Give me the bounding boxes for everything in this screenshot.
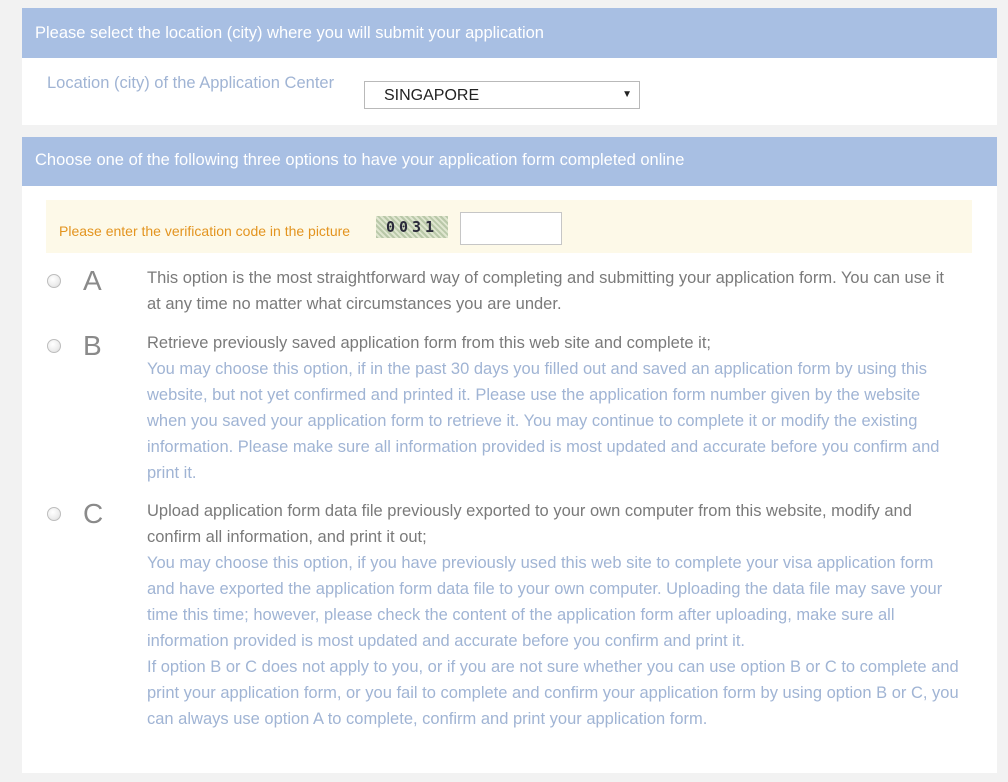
options-section-header: Choose one of the following three options to have your application form completed online — [22, 137, 997, 186]
option-a-radio[interactable] — [47, 274, 61, 288]
options-section — [22, 137, 997, 773]
location-label: Location (city) of the Application Center — [47, 74, 335, 92]
location-section-header: Please select the location (city) where you will submit your application — [22, 8, 997, 58]
option-a-description — [147, 265, 962, 317]
chevron-down-icon: ▼ — [622, 89, 632, 100]
location-select-value: SINGAPORE — [384, 87, 480, 104]
option-c-text: Upload application form data file previously exported to your own computer from this website, modify and confirm all information, and print it out; — [147, 502, 912, 546]
option-b-radio[interactable] — [47, 339, 61, 353]
verification-bar — [46, 200, 972, 253]
location-select[interactable] — [364, 81, 640, 109]
option-c-radio[interactable] — [47, 507, 61, 521]
option-c-note: You may choose this option, if you have previously used this web site to complete your visa application form and have exported the application form data file to your own computer. Uploading the data file may save your time this time; however, please check the content of the application form after uploading, make sure all information provided is most updated and accurate before you confirm and print it. — [147, 554, 943, 650]
option-c-fallback-note: If option B or C does not apply to you, or if you are not sure whether you can use option B or C to complete and print your application form, or you fail to complete and confirm your application form by using option B or C, you can always use option A to complete, confirm and print your application form. — [147, 658, 959, 728]
option-a-letter: A — [83, 265, 102, 296]
verification-code-input[interactable] — [460, 212, 562, 245]
captcha-image: 0031 — [376, 216, 448, 238]
option-b-note: You may choose this option, if in the past 30 days you filled out and saved an application form by using this website, but not yet confirmed and printed it. Please use the application form number given by the website when you saved your application form to retrieve it. You may continue to complete it or modify the existing information. Please make sure all information provided is most updated and accurate before you confirm and print it. — [147, 360, 940, 482]
option-c-letter: C — [83, 498, 104, 529]
location-section — [22, 8, 997, 125]
verification-label: Please enter the verification code in the picture — [59, 223, 351, 239]
option-b-letter: B — [83, 330, 102, 361]
option-b-description — [147, 330, 962, 486]
option-c-description — [147, 498, 962, 732]
option-a-text: This option is the most straightforward way of completing and submitting your application form. You can use it at any time no matter what circumstances you are under. — [147, 269, 944, 313]
option-b-text: Retrieve previously saved application form from this web site and complete it; — [147, 334, 712, 352]
